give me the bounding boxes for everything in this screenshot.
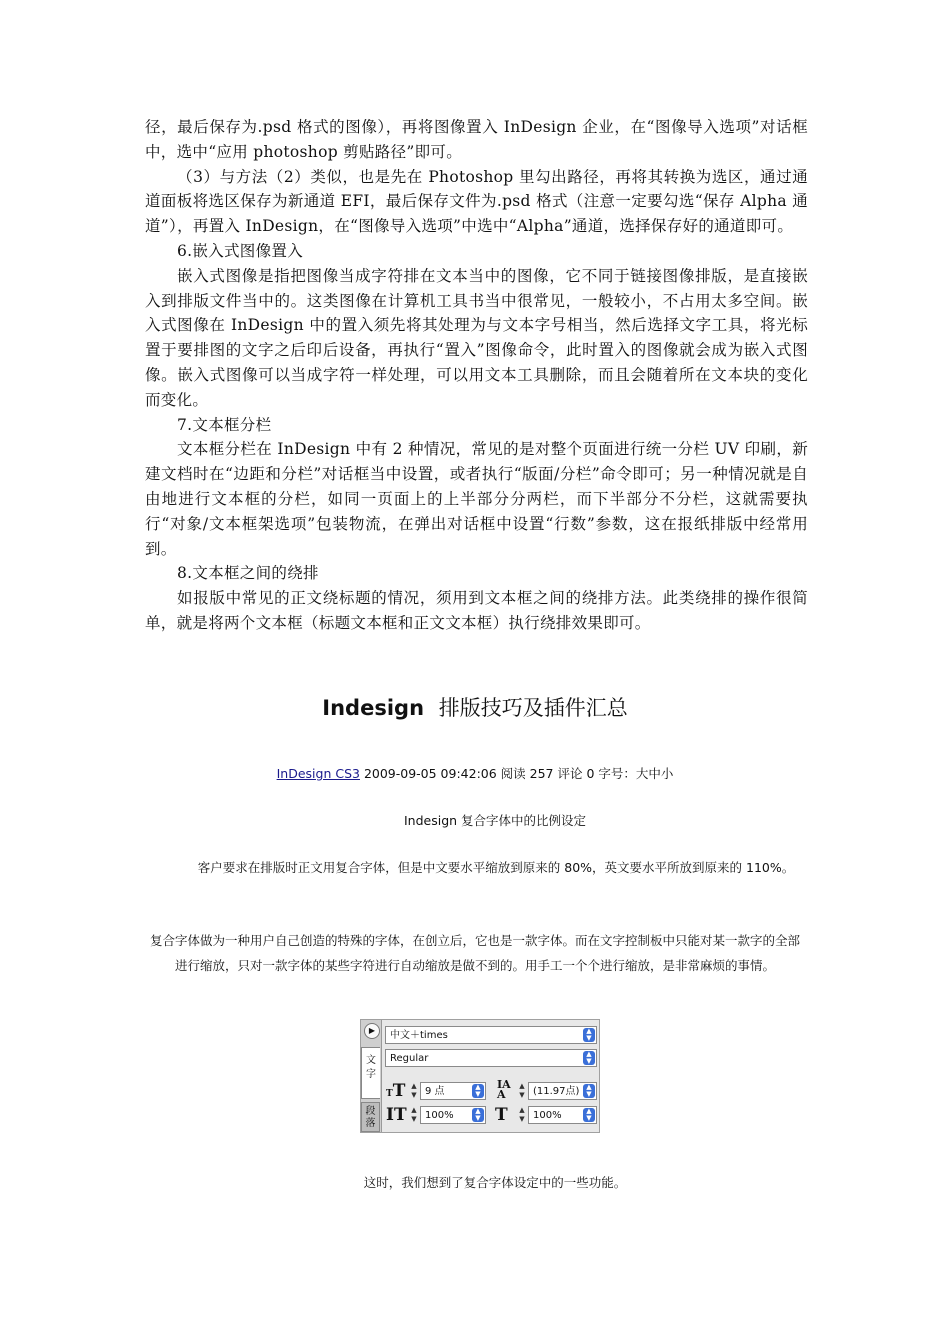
- paragraph-requirement: 客户要求在排版时正文用复合字体，但是中文要水平缩放到原来的 80%，英文要水平所放到原来的 110%。: [197, 860, 795, 875]
- article-body: [145, 115, 808, 636]
- chevron-updown-icon: ▲ ▼: [583, 1028, 595, 1042]
- heading-7: 7.文本框分栏: [177, 415, 272, 434]
- font-size-stepper[interactable]: ▲ ▼: [411, 1082, 417, 1099]
- paragraph-embedded-image: 嵌入式图像是指把图像当成字符排在文本当中的图像，它不同于链接图像排版，是直接嵌入到排版文件当中的。这类图像在计算机工具书当中很常见，一般较小，不占用太多空间。嵌入式图像在 InDesign 中的置入须先将其处理为与文本字号相当，然后选择文字工具，将光标置于要排图的文字之后印后设备，再执行“置入”图像命令，此时置入的图像就会成为嵌入式图像。嵌入式图像可以当成字符一样处理，可以用文本工具删除，而且会随着所在文本块的变化而变化。: [145, 266, 808, 409]
- title-zh: 排版技巧及插件汇总: [438, 696, 628, 720]
- panel-menu-icon[interactable]: ▶: [364, 1023, 380, 1039]
- section-heading: Indesign 复合字体中的比例设定: [403, 813, 587, 828]
- font-size-field[interactable]: 9 点 ▲ ▼: [420, 1082, 486, 1100]
- heading-6: 6.嵌入式图像置入: [177, 241, 303, 260]
- post-meta-info: 2009-09-05 09:42:06 阅读 257 评论 0 字号：大中小: [359, 766, 674, 781]
- leading-field[interactable]: (11.97点) ▲ ▼: [528, 1082, 597, 1100]
- character-panel: [360, 1019, 600, 1133]
- leading-stepper[interactable]: ▲ ▼: [519, 1082, 525, 1099]
- paragraph-composite-setting: 这时，我们想到了复合字体设定中的一些功能。: [363, 1175, 627, 1190]
- leading-icon: IA A: [497, 1078, 511, 1101]
- paragraph-columns: 文本框分栏在 InDesign 中有 2 种情况，常见的是对整个页面进行统一分栏 UV 印刷，新建文档时在“边距和分栏”对话框当中设置，或者执行“版面/分栏”命令即可；另一种情况就是自由地进行文本框的分栏，如同一页面上的上半部分分两栏，而下半部分不分栏，这就需要执行“对象/文本框架选项”包装物流，在弹出对话框中设置“行数”参数，这在报纸排版中经常用到。: [145, 440, 808, 558]
- chevron-updown-icon: ▲ ▼: [472, 1108, 484, 1122]
- panel-side-strip: [361, 1020, 382, 1132]
- horizontal-scale-field[interactable]: 100% ▲ ▼: [528, 1106, 597, 1124]
- title-en: Indesign: [322, 696, 425, 720]
- chevron-updown-icon: ▲ ▼: [583, 1084, 595, 1098]
- paragraph-method-3: （3）与方法（2）类似，也是先在 Photoshop 里勾出路径，再将其转换为选区，通过通道面板将选区保存为新通道 EFI，最后保存文件为.psd 格式（注意一定要勾选“保存 Alpha 通道”），再置入 InDesign，在“图像导入选项”中选中“Alpha”通道，选择保存好的通道即可。: [145, 167, 808, 236]
- font-family-select[interactable]: 中文＋times ▲ ▼: [385, 1026, 597, 1044]
- vertical-scale-stepper[interactable]: ▲ ▼: [411, 1106, 417, 1123]
- tab-paragraph[interactable]: 段落: [361, 1102, 380, 1132]
- font-size-icon: TT: [386, 1081, 406, 1101]
- paragraph-composite-font: 复合字体做为一种用户自己创造的特殊的字体，在创立后，它也是一款字体。而在文字控制板中只能对某一款字的全部进行缩放，只对一款字体的某些字符进行自动缩放是做不到的。用手工一个个进行缩放，是非常麻烦的事情。: [149, 933, 800, 973]
- paragraph-text-wrap: 如报版中常见的正文绕标题的情况，须用到文本框之间的绕排方法。此类绕排的操作很简单，就是将两个文本框（标题文本框和正文文本框）执行绕排效果即可。: [145, 589, 808, 632]
- paragraph-continued: 径，最后保存为.psd 格式的图像），再将图像置入 InDesign 企业，在“图像导入选项”对话框中，选中“应用 photoshop 剪贴路径”即可。: [145, 118, 808, 161]
- article-title: [0, 692, 950, 722]
- vertical-scale-icon: IT: [386, 1105, 407, 1125]
- category-link[interactable]: InDesign CS3: [276, 766, 360, 781]
- vertical-scale-field[interactable]: 100% ▲ ▼: [420, 1106, 486, 1124]
- font-style-select[interactable]: Regular ▲ ▼: [385, 1049, 597, 1067]
- chevron-updown-icon: ▲ ▼: [472, 1084, 484, 1098]
- chevron-updown-icon: ▲ ▼: [583, 1051, 595, 1065]
- horizontal-scale-stepper[interactable]: ▲ ▼: [519, 1106, 525, 1123]
- chevron-updown-icon: ▲ ▼: [583, 1108, 595, 1122]
- horizontal-scale-icon: T: [495, 1105, 508, 1125]
- tab-character[interactable]: 文字: [361, 1047, 380, 1099]
- post-meta: [0, 764, 950, 782]
- heading-8: 8.文本框之间的绕排: [177, 564, 319, 583]
